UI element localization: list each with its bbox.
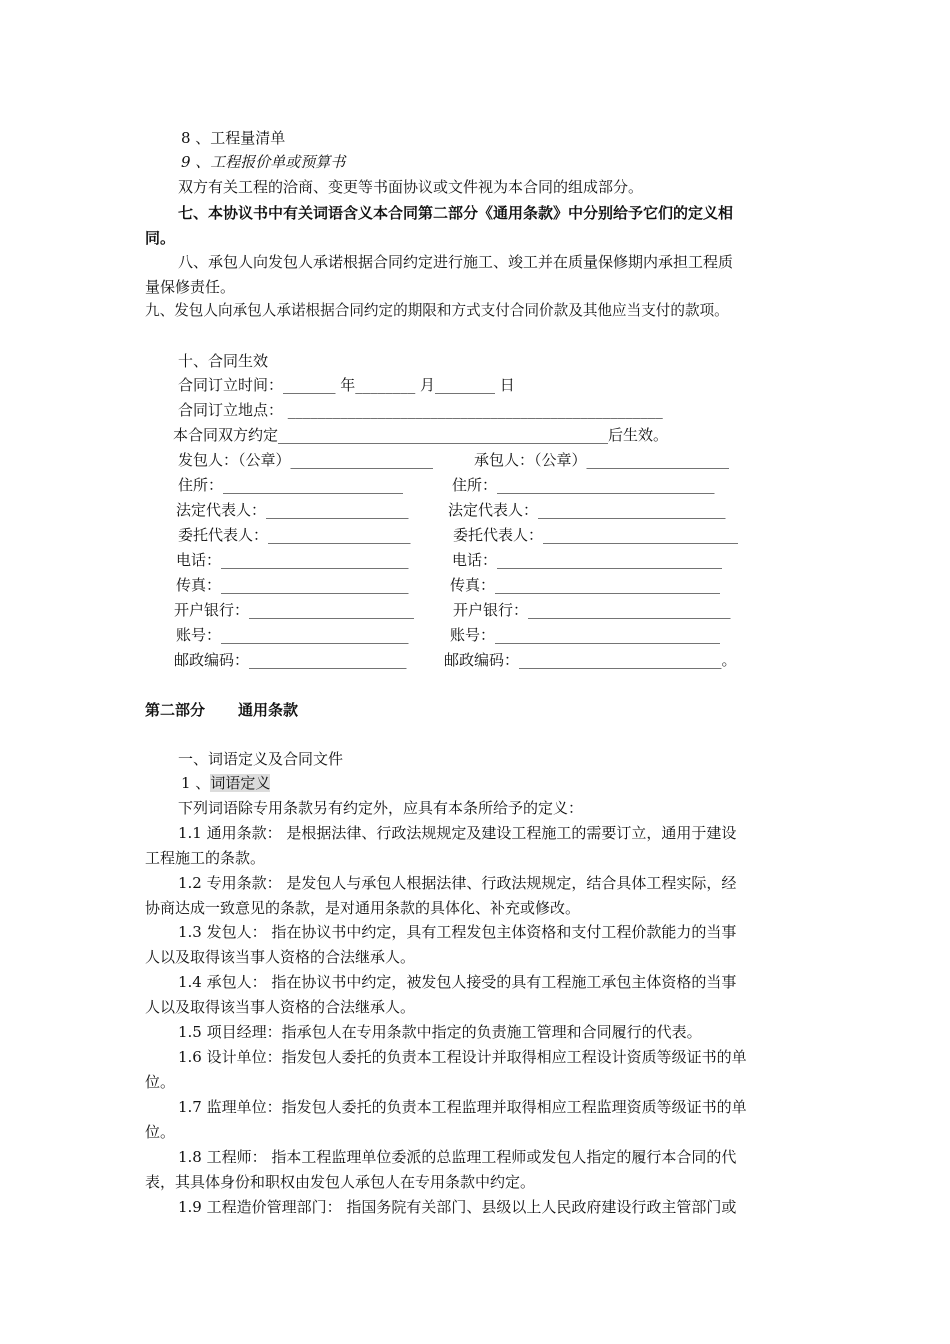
- supplement-text: 双方有关工程的洽商、变更等书面协议或文件视为本合同的组成部分。: [178, 178, 644, 196]
- contractor-legal-rep: 法定代表人：_________________________: [448, 501, 726, 519]
- item-8: 8 、工程量清单: [181, 129, 286, 147]
- def-1-2-line1: 1.2 专用条款： 是发包人与承包人根据法律、行政法规规定，结合具体工程实际，经: [178, 874, 737, 892]
- fax-row: [176, 575, 720, 595]
- employer-account: 账号：_________________________: [176, 626, 409, 644]
- party-row: [178, 450, 729, 470]
- contractor-fax: 传真：______________________________: [450, 576, 721, 594]
- contractor-postcode: 邮政编码：___________________________。: [444, 651, 737, 669]
- phone-row: [176, 550, 722, 570]
- sign-time: 合同订立时间：_______ 年________ 月________ 日: [178, 376, 515, 394]
- def-1-1-line2: 工程施工的条款。: [145, 849, 266, 867]
- def-1-7-line1: 1.7 监理单位：指发包人委托的负责本工程监理并取得相应工程监理资质等级证书的单: [178, 1098, 747, 1116]
- clause-7-line1: 七、本协议书中有关词语含义本合同第二部分《通用条款》中分别给予它们的定义相: [178, 204, 734, 222]
- def-1-3-line2: 人以及取得该当事人资格的合法继承人。: [145, 948, 416, 966]
- contractor-agent: 委托代表人：__________________________: [453, 526, 739, 544]
- effective-condition: 本合同双方约定____________________________________________后生效。: [173, 426, 669, 444]
- clause-8-line1: 八、承包人向发包人承诺根据合同约定进行施工、竣工并在质量保修期内承担工程质: [178, 253, 734, 271]
- employer-address: 住所：________________________: [178, 476, 404, 494]
- def-1-7-line2: 位。: [145, 1123, 176, 1141]
- def-1-2-line2: 协商达成一致意见的条款，是对通用条款的具体化、补充或修改。: [145, 899, 581, 917]
- def-1-5: 1.5 项目经理：指承包人在专用条款中指定的负责施工管理和合同履行的代表。: [178, 1023, 702, 1041]
- clause-8-line2: 量保修责任。: [145, 278, 236, 296]
- contractor-address: 住所：_____________________________: [452, 476, 715, 494]
- definitions-intro: 下列词语除专用条款另有约定外，应具有本条所给予的定义：: [178, 799, 584, 817]
- def-1-6-line1: 1.6 设计单位：指发包人委托的负责本工程设计并取得相应工程设计资质等级证书的单: [178, 1048, 747, 1066]
- employer-bank: 开户银行：______________________: [174, 601, 415, 619]
- subsection-1-title: [181, 773, 270, 793]
- def-1-8-line2: 表，其具体身份和职权由发包人承包人在专用条款中约定。: [145, 1173, 536, 1191]
- clause-7-line2: 同。: [145, 229, 176, 247]
- item-9: 9 、工程报价单或预算书: [181, 153, 346, 171]
- clause-10: 十、合同生效: [178, 352, 269, 370]
- contractor-phone: 电话：______________________________: [452, 551, 723, 569]
- part2-heading: [145, 700, 298, 720]
- sign-place: 合同订立地点： __________________________________________________: [178, 401, 663, 419]
- agent-row: [178, 525, 738, 545]
- employer-postcode: 邮政编码：_____________________: [174, 651, 407, 669]
- section-1-title: 一、词语定义及合同文件: [178, 750, 344, 768]
- contractor-account: 账号：______________________________: [450, 626, 721, 644]
- postcode-row: [174, 650, 737, 670]
- employer-phone: 电话：_________________________: [176, 551, 409, 569]
- legal-rep-row: [176, 500, 726, 520]
- employer-seal: 发包人：（公章）___________________: [178, 451, 434, 469]
- employer-agent: 委托代表人：___________________: [178, 526, 411, 544]
- subsection-1-label: 词语定义: [210, 774, 271, 792]
- def-1-1-line1: 1.1 通用条款： 是根据法律、行政法规规定及建设工程施工的需要订立，通用于建设: [178, 824, 737, 842]
- def-1-4-line1: 1.4 承包人： 指在协议书中约定，被发包人接受的具有工程施工承包主体资格的当事: [178, 973, 737, 991]
- employer-fax: 传真：_________________________: [176, 576, 409, 594]
- subsection-1-number: 1 、: [181, 774, 211, 792]
- employer-legal-rep: 法定代表人：___________________: [176, 501, 409, 519]
- contractor-seal: 承包人：（公章）___________________: [474, 451, 730, 469]
- clause-9: 九、发包人向承包人承诺根据合同约定的期限和方式支付合同价款及其他应当支付的款项。: [145, 302, 729, 319]
- part2-heading-title: 通用条款: [238, 701, 299, 719]
- def-1-9-line1: 1.9 工程造价管理部门： 指国务院有关部门、县级以上人民政府建设行政主管部门或: [178, 1198, 737, 1216]
- account-row: [176, 625, 720, 645]
- def-1-4-line2: 人以及取得该当事人资格的合法继承人。: [145, 998, 416, 1016]
- part2-heading-number: 第二部分: [145, 701, 206, 719]
- def-1-3-line1: 1.3 发包人： 指在协议书中约定，具有工程发包主体资格和支付工程价款能力的当事: [178, 923, 737, 941]
- bank-row: [174, 600, 731, 620]
- address-row: [178, 475, 715, 495]
- def-1-6-line2: 位。: [145, 1073, 176, 1091]
- def-1-8-line1: 1.8 工程师： 指本工程监理单位委派的总监理工程师或发包人指定的履行本合同的代: [178, 1148, 737, 1166]
- contractor-bank: 开户银行：___________________________: [453, 601, 731, 619]
